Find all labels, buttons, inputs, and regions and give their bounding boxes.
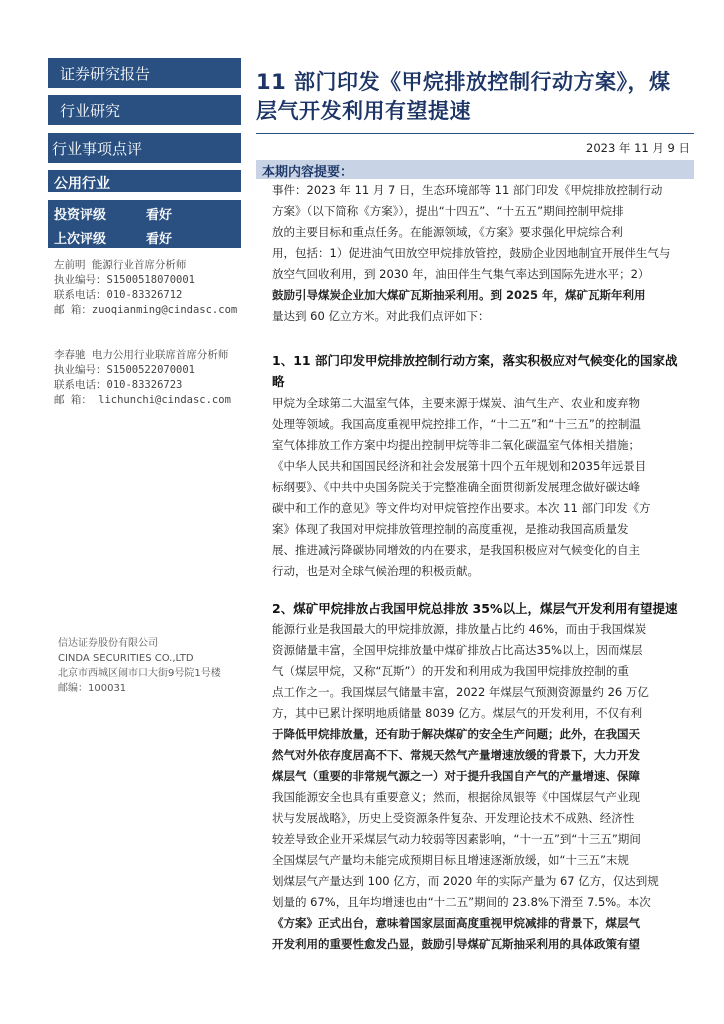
text-line: 划量的 67%，且年均增速也由“十二五”期间的 23.8%下滑至 7.5%。本次: [272, 895, 651, 909]
category-label: [48, 95, 241, 125]
rating-value: 看好: [146, 208, 173, 223]
title-line: 11 部门印发《甲烷排放控制行动方案》，煤: [256, 70, 671, 94]
text-line: 我国能源安全也具有重要意义；然而，根据徐凤银等《中国煤层气产业现: [272, 790, 640, 804]
analyst-license: 执业编号：S1500518070001: [54, 274, 196, 286]
text-line: 甲烷为全球第二大温室气体，主要来源于煤炭、油气生产、农业和废弃物: [272, 396, 640, 410]
category-text: 行业研究: [60, 102, 121, 120]
text-line: 状与发展战略》，历史上受资源条件复杂、开发理论技术不成熟、经济性: [272, 811, 635, 825]
title-divider: [256, 133, 694, 134]
title-line: 层气开发利用有望提速: [256, 99, 471, 123]
heading-line: 1、11 部门印发甲烷排放控制行动方案，落实积极应对气候变化的国家战: [272, 353, 678, 368]
rating-row-previous: [48, 224, 241, 248]
text-line: 气（煤层甲烷，又称“瓦斯”）的开发和利用成为我国甲烷排放控制的重: [272, 664, 629, 678]
analyst-name: 李春驰 电力公用行业联席首席分析师: [54, 349, 229, 361]
report-title: [256, 68, 694, 126]
analyst-email: 邮 箱： lichunchi@cindasc.com: [54, 394, 231, 406]
text-line: 方，其中已累计探明地质储量 8039 亿方。煤层气的开发利用，不仅有利: [272, 706, 643, 720]
heading-line: 2、煤矿甲烷排放占我国甲烷总排放 35%以上，煤层气开发利用有望提速: [272, 601, 678, 616]
text-line: 于降低甲烷排放量，还有助于解决煤矿的安全生产问题；此外，在我国天: [272, 727, 640, 741]
company-name-cn: 信达证券股份有限公司: [58, 638, 158, 649]
text-line: 标纲要》、《中共中央国务院关于完整准确全面贯彻新发展理念做好碳达峰: [272, 480, 640, 494]
text-line: 事件：2023 年 11 月 7 日，生态环境部等 11 部门印发《甲烷排放控制行动: [272, 183, 663, 197]
text-line: 资源储量丰富，全国甲烷排放量中煤矿排放占比高达35%以上，因而煤层: [272, 643, 643, 657]
text-line: 处理等领域。我国高度重视甲烷控排工作，“十二五”和“十三五”的控制温: [272, 417, 641, 431]
analyst-phone: 联系电话：010-83326712: [54, 289, 183, 301]
text-line: 碳中和工作的意见》等文件均对甲烷管控作出要求。本次 11 部门印发《方: [272, 501, 651, 515]
section-2-paragraph: [272, 619, 694, 955]
subcategory-label: [48, 133, 241, 163]
company-name-en: CINDA SECURITIES CO.,LTD: [58, 653, 194, 664]
text-line: 行动，也是对全球气候治理的积极贡献。: [272, 564, 479, 578]
text-line: 案》体现了我国对甲烷排放管理控制的高度重视，是推动我国高质量发: [272, 522, 629, 536]
text-line: 《方案》正式出台，意味着国家层面高度重视甲烷减排的背景下，煤层气: [272, 916, 640, 930]
text-line: 划煤层气产量达到 100 亿方，而 2020 年的实际产量为 67 亿方，仅达到规: [272, 874, 659, 888]
text-line: 放的主要目标和重点任务。在能源领域，《方案》要求强化甲烷综合利: [272, 225, 623, 239]
text-line: 量达到 60 亿立方米。对此我们点评如下：: [272, 309, 490, 323]
text-line: 然气对外依存度居高不下、常规天然气产量增速放缓的背景下，大力开发: [272, 748, 640, 762]
report-type-label: [48, 58, 241, 88]
company-postcode: 邮编：100031: [58, 683, 127, 694]
text-line: 能源行业是我国最大的甲烷排放源，排放量占比约 46%，而由于我国煤炭: [272, 622, 647, 636]
sidebar: [48, 58, 241, 1008]
industry-label: [48, 170, 241, 192]
text-line: 点工作之一。我国煤层气储量丰富，2022 年煤层气预测资源量约 26 万亿: [272, 685, 649, 699]
summary-label: 本期内容提要：: [262, 165, 354, 180]
event-paragraph: [272, 180, 694, 327]
text-line: 开发利用的重要性愈发凸显，鼓励引导煤矿瓦斯抽采利用的具体政策有望: [272, 937, 640, 951]
text-line: 展、推进减污降碳协同增效的内在要求，是我国积极应对气候变化的自主: [272, 543, 640, 557]
text-line: 《中华人民共和国国民经济和社会发展第十四个五年规划和2035年远景目: [272, 459, 647, 473]
analyst-card: [54, 348, 231, 408]
company-info: [58, 636, 221, 696]
subcategory-text: 行业事项点评: [52, 140, 143, 158]
text-line: 用，包括：1）促进油气田放空甲烷排放管控，鼓励企业因地制宜开展伴生气与: [272, 246, 671, 260]
section-1-paragraph: [272, 393, 694, 582]
analyst-license: 执业编号：S1500522070001: [54, 364, 196, 376]
analyst-phone: 联系电话：010-83326723: [54, 379, 183, 391]
section-heading-2: [272, 598, 694, 619]
rating-label: 上次评级: [54, 232, 107, 247]
text-line: 方案》（以下简称《方案》），提出“十四五”、“十五五”期间控制甲烷排: [272, 204, 624, 218]
section-heading-1: [272, 350, 694, 392]
analyst-name: 左前明 能源行业首席分析师: [54, 259, 187, 271]
text-line: 室气体排放工作方案中均提出控制甲烷等非二氧化碳温室气体相关措施；: [272, 438, 640, 452]
rating-value: 看好: [146, 232, 173, 247]
summary-header: [256, 160, 694, 179]
rating-row-current: [48, 200, 241, 224]
rating-label: 投资评级: [54, 208, 107, 223]
report-date: 2023 年 11 月 9 日: [586, 141, 690, 155]
company-address: 北京市西城区闹市口大街9号院1号楼: [58, 668, 221, 679]
analyst-card: [54, 258, 237, 318]
analyst-email: 邮 箱：zuoqianming@cindasc.com: [54, 304, 238, 316]
report-type-text: 证券研究报告: [60, 65, 151, 83]
text-line: 放空气回收利用，到 2030 年，油田伴生气集气率达到国际先进水平；2）: [272, 267, 650, 281]
industry-text: 公用行业: [54, 176, 110, 192]
heading-line: 略: [272, 374, 285, 389]
text-line: 鼓励引导煤炭企业加大煤矿瓦斯抽采利用。到 2025 年，煤矿瓦斯年利用: [272, 288, 646, 302]
text-line: 煤层气（重要的非常规气源之一）对于提升我国自产气的产量增速、保障: [272, 769, 640, 783]
text-line: 全国煤层气产量均未能完成预期目标且增速逐渐放缓，如“十三五”末规: [272, 853, 629, 867]
text-line: 较差导致企业开采煤层气动力较弱等因素影响，“十一五”到“十三五”期间: [272, 832, 641, 846]
